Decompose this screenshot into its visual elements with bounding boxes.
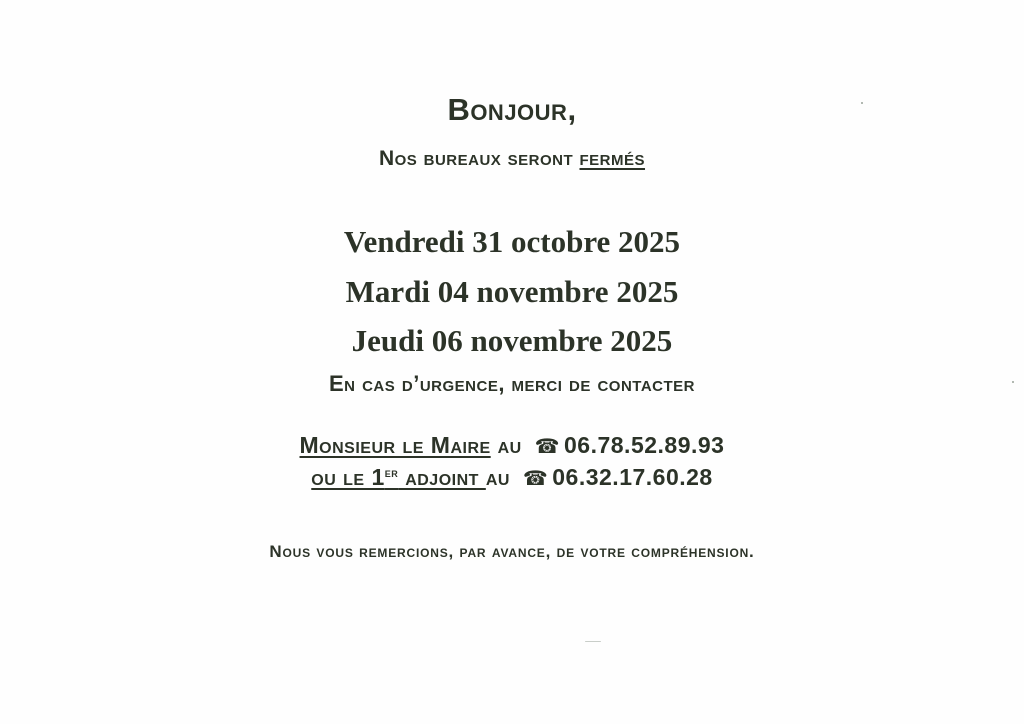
closure-date-text: Vendredi 31 octobre 2025 bbox=[343, 224, 681, 259]
scan-speck bbox=[861, 102, 863, 104]
contact-mayor bbox=[0, 432, 1024, 459]
contact-connector: au bbox=[490, 432, 529, 458]
contact-deputy-phone: 06.32.17.60.28 bbox=[552, 464, 713, 490]
contact-connector: au bbox=[485, 464, 517, 490]
contact-deputy bbox=[0, 464, 1024, 491]
thanks-text: Nous vous remercions, par avance, de votre compréhension. bbox=[269, 542, 755, 561]
telephone-icon: ☎ bbox=[522, 466, 549, 490]
closure-date-3 bbox=[0, 323, 1024, 359]
emergency-text: En cas d’urgence, merci de contacter bbox=[328, 371, 696, 396]
greeting-heading bbox=[0, 92, 1024, 128]
closure-date-2 bbox=[0, 274, 1024, 310]
deputy-name-superscript: er bbox=[384, 465, 399, 480]
closure-date-1 bbox=[0, 224, 1024, 260]
contact-mayor-name: Monsieur le Maire bbox=[299, 432, 491, 458]
closure-word: fermés bbox=[579, 147, 646, 170]
closure-date-text: Jeudi 06 novembre 2025 bbox=[351, 323, 673, 358]
deputy-name-suffix: adjoint bbox=[398, 464, 486, 490]
closure-announcement bbox=[0, 147, 1024, 171]
closure-prefix: Nos bureaux seront bbox=[378, 147, 580, 170]
contact-deputy-name bbox=[311, 464, 486, 490]
contact-mayor-phone: 06.78.52.89.93 bbox=[564, 432, 725, 458]
telephone-icon: ☎ bbox=[534, 434, 560, 458]
thanks-message bbox=[0, 542, 1024, 562]
deputy-name-prefix: ou le 1 bbox=[311, 464, 385, 490]
scan-speck bbox=[1012, 381, 1014, 383]
scan-speck bbox=[585, 641, 601, 642]
closure-date-text: Mardi 04 novembre 2025 bbox=[345, 274, 679, 309]
emergency-instruction bbox=[0, 371, 1024, 397]
greeting-text: Bonjour, bbox=[447, 92, 577, 127]
